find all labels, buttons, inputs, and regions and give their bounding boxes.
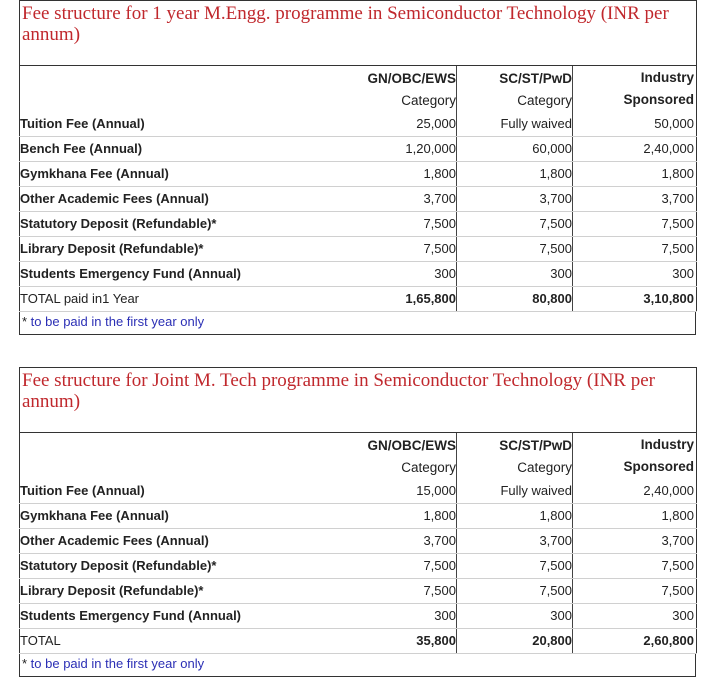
header-row: [20, 433, 697, 479]
table-row: Library Deposit (Refundable)* 7,500 7,500 7,500: [20, 579, 697, 604]
header-sc: SC/ST/PwD Category: [457, 433, 573, 479]
header-gen: GN/OBC/EWS Category: [328, 433, 457, 479]
table-row: Statutory Deposit (Refundable)* 7,500 7,500 7,500: [20, 212, 697, 237]
header-row: [20, 66, 697, 112]
table-title: Fee structure for Joint M. Tech programme in Semiconductor Technology (INR per annum): [20, 368, 697, 433]
table-row: Students Emergency Fund (Annual) 300 300 300: [20, 262, 697, 287]
table-row: Statutory Deposit (Refundable)* 7,500 7,500 7,500: [20, 554, 697, 579]
footnote: * to be paid in the first year only: [19, 312, 696, 335]
footnote: * to be paid in the first year only: [19, 654, 696, 677]
header-industry: Industry Sponsored: [623, 70, 694, 107]
table-row: Gymkhana Fee (Annual) 1,800 1,800 1,800: [20, 162, 697, 187]
table-row: Other Academic Fees (Annual) 3,700 3,700 3,700: [20, 187, 697, 212]
total-row: TOTAL 35,800 20,800 2,60,800: [20, 629, 697, 654]
fee-table-mengg: [19, 0, 696, 335]
header-sc: SC/ST/PwD Category: [457, 66, 573, 112]
table-row: Library Deposit (Refundable)* 7,500 7,500 7,500: [20, 237, 697, 262]
total-row: TOTAL paid in1 Year 1,65,800 80,800 3,10,800: [20, 287, 697, 312]
table-title: Fee structure for 1 year M.Engg. programme in Semiconductor Technology (INR per annum): [20, 1, 697, 66]
table-row: Tuition Fee (Annual) 25,000 Fully waived 50,000: [20, 112, 697, 137]
table-row: Gymkhana Fee (Annual) 1,800 1,800 1,800: [20, 504, 697, 529]
header-industry: Industry Sponsored: [623, 437, 694, 474]
table-row: Other Academic Fees (Annual) 3,700 3,700 3,700: [20, 529, 697, 554]
table-row: Students Emergency Fund (Annual) 300 300 300: [20, 604, 697, 629]
header-gen: GN/OBC/EWS Category: [328, 66, 457, 112]
fee-table-joint-mtech: [19, 367, 696, 677]
table-row: Bench Fee (Annual) 1,20,000 60,000 2,40,000: [20, 137, 697, 162]
table-row: Tuition Fee (Annual) 15,000 Fully waived 2,40,000: [20, 479, 697, 504]
